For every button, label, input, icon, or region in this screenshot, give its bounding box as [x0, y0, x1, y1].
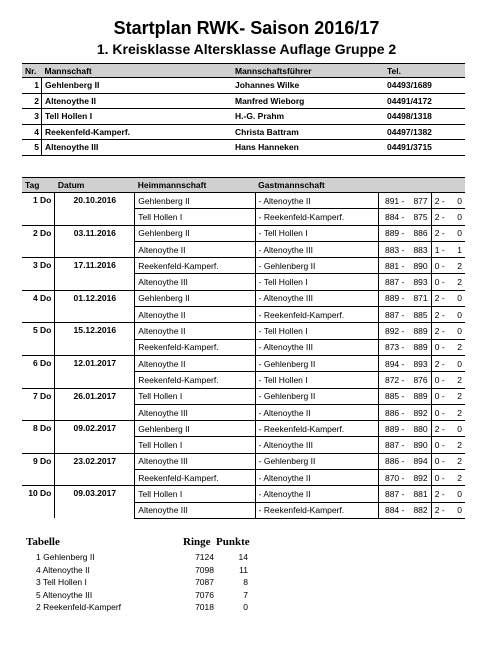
game-date: 01.12.2016 — [55, 290, 135, 323]
game-row — [22, 388, 465, 404]
col-tag: Tag — [22, 178, 55, 193]
game-row — [22, 323, 465, 339]
team-leader: Christa Battram — [232, 124, 384, 140]
points-home: 0 - — [431, 258, 445, 274]
standings-ringe: 7087 — [195, 577, 214, 587]
schedule-table — [22, 177, 465, 519]
col-tel: Tel. — [384, 64, 465, 78]
rings-guest: 892 — [404, 404, 431, 420]
rings-home: 885 - — [379, 388, 405, 404]
points-home: 2 - — [431, 290, 445, 306]
rings-home: 887 - — [379, 486, 405, 502]
rings-home: 872 - — [379, 372, 405, 388]
standings-team: 4 Altenoythe II — [36, 564, 90, 575]
rings-guest: 893 — [404, 355, 431, 371]
game-date: 17.11.2016 — [55, 258, 135, 291]
game-tag: 9 Do — [22, 453, 55, 486]
team-leader: H.-G. Prahm — [232, 109, 384, 125]
guest-team: - Altenoythe III — [255, 339, 378, 355]
points-home: 2 - — [431, 355, 445, 371]
guest-team: - Gehlenberg II — [255, 388, 378, 404]
points-home: 0 - — [431, 470, 445, 486]
guest-team: - Reekenfeld-Kamperf. — [255, 502, 378, 518]
game-tag: 7 Do — [22, 388, 55, 421]
rings-guest: 889 — [404, 323, 431, 339]
team-tel: 04491/4172 — [384, 93, 465, 109]
guest-team: - Tell Hollen I — [255, 323, 378, 339]
rings-guest: 882 — [404, 502, 431, 518]
home-team: Altenoythe II — [135, 323, 255, 339]
points-guest: 0 — [445, 502, 465, 518]
points-guest: 0 — [445, 307, 465, 323]
team-name: Reekenfeld-Kamperf. — [42, 124, 233, 140]
team-nr: 1 — [22, 78, 42, 94]
standings-col-punkte: Punkte — [216, 536, 250, 548]
game-row — [22, 225, 465, 241]
home-team: Gehlenberg II — [135, 421, 255, 437]
points-home: 2 - — [431, 421, 445, 437]
standings-ringe: 7018 — [195, 602, 214, 612]
rings-home: 889 - — [379, 225, 405, 241]
home-team: Altenoythe II — [135, 241, 255, 257]
rings-home: 891 - — [379, 193, 405, 209]
team-leader: Hans Hanneken — [232, 140, 384, 156]
home-team: Gehlenberg II — [135, 193, 255, 209]
points-home: 0 - — [431, 274, 445, 290]
team-nr: 5 — [22, 140, 42, 156]
points-home: 2 - — [431, 502, 445, 518]
game-row — [22, 453, 465, 469]
points-guest: 0 — [445, 193, 465, 209]
game-row — [22, 486, 465, 502]
team-row — [22, 140, 465, 156]
game-tag: 1 Do — [22, 193, 55, 226]
team-name: Gehlenberg II — [42, 78, 233, 94]
points-guest: 2 — [445, 453, 465, 469]
guest-team: - Altenoythe III — [255, 290, 378, 306]
points-home: 2 - — [431, 486, 445, 502]
game-date: 20.10.2016 — [55, 193, 135, 226]
teams-table — [22, 63, 465, 156]
guest-team: - Altenoythe II — [255, 486, 378, 502]
points-guest: 0 — [445, 486, 465, 502]
guest-team: - Tell Hollen I — [255, 372, 378, 388]
guest-team: - Reekenfeld-Kamperf. — [255, 307, 378, 323]
game-date: 09.02.2017 — [55, 421, 135, 454]
team-tel: 04493/1689 — [384, 78, 465, 94]
game-tag: 4 Do — [22, 290, 55, 323]
guest-team: - Reekenfeld-Kamperf. — [255, 209, 378, 225]
standings-punkte: 8 — [243, 577, 248, 587]
home-team: Altenoythe II — [135, 307, 255, 323]
standings-title: Tabelle — [26, 536, 60, 548]
standings-team: 1 Gehlenberg II — [36, 552, 95, 562]
game-row — [22, 421, 465, 437]
game-tag: 8 Do — [22, 421, 55, 454]
guest-team: - Tell Hollen I — [255, 225, 378, 241]
standings-punkte: 14 — [238, 552, 248, 562]
team-leader: Johannes Wilke — [232, 78, 384, 94]
team-tel: 04497/1382 — [384, 124, 465, 140]
home-team: Reekenfeld-Kamperf. — [135, 339, 255, 355]
points-home: 0 - — [431, 372, 445, 388]
points-guest: 2 — [445, 404, 465, 420]
home-team: Altenoythe III — [135, 502, 255, 518]
team-row — [22, 124, 465, 140]
home-team: Reekenfeld-Kamperf. — [135, 258, 255, 274]
rings-guest: 881 — [404, 486, 431, 502]
team-name: Tell Hollen I — [42, 109, 233, 125]
game-date: 23.02.2017 — [55, 453, 135, 486]
guest-team: - Tell Hollen I — [255, 274, 378, 290]
game-row — [22, 355, 465, 371]
rings-home: 870 - — [379, 470, 405, 486]
rings-guest: 893 — [404, 274, 431, 290]
rings-guest: 886 — [404, 225, 431, 241]
rings-home: 887 - — [379, 307, 405, 323]
rings-guest: 892 — [404, 470, 431, 486]
rings-guest: 875 — [404, 209, 431, 225]
game-date: 26.01.2017 — [55, 388, 135, 421]
points-guest: 0 — [445, 225, 465, 241]
page-subtitle: 1. Kreisklasse Altersklasse Auflage Gruppe 2 — [96, 41, 397, 57]
rings-guest: 871 — [404, 290, 431, 306]
points-guest: 0 — [445, 323, 465, 339]
points-home: 0 - — [431, 437, 445, 453]
home-team: Tell Hollen I — [135, 388, 255, 404]
standings-ringe: 7098 — [195, 564, 214, 575]
team-tel: 04491/3715 — [384, 140, 465, 156]
home-team: Tell Hollen I — [135, 486, 255, 502]
rings-home: 881 - — [379, 258, 405, 274]
guest-team: - Gehlenberg II — [255, 258, 378, 274]
standings-ringe: 7076 — [195, 589, 214, 600]
game-row — [22, 193, 465, 209]
points-home: 2 - — [431, 193, 445, 209]
team-row — [22, 93, 465, 109]
col-datum: Datum — [55, 178, 135, 193]
rings-home: 886 - — [379, 453, 405, 469]
rings-guest: 889 — [404, 339, 431, 355]
points-home: 0 - — [431, 339, 445, 355]
points-guest: 2 — [445, 258, 465, 274]
game-row — [22, 290, 465, 306]
standings-punkte: 7 — [243, 589, 248, 600]
game-date: 09.03.2017 — [55, 486, 135, 519]
standings-team: 3 Tell Hollen I — [36, 577, 87, 587]
points-guest: 2 — [445, 372, 465, 388]
home-team: Reekenfeld-Kamperf. — [135, 372, 255, 388]
game-row — [22, 258, 465, 274]
points-guest: 2 — [445, 437, 465, 453]
points-home: 2 - — [431, 225, 445, 241]
rings-guest: 883 — [404, 241, 431, 257]
rings-home: 884 - — [379, 209, 405, 225]
standings-team: 5 Altenoythe III — [36, 589, 93, 600]
home-team: Gehlenberg II — [135, 225, 255, 241]
points-home: 0 - — [431, 404, 445, 420]
home-team: Tell Hollen I — [135, 437, 255, 453]
points-guest: 0 — [445, 421, 465, 437]
points-guest: 2 — [445, 470, 465, 486]
game-date: 12.01.2017 — [55, 355, 135, 388]
points-guest: 2 — [445, 388, 465, 404]
home-team: Altenoythe III — [135, 453, 255, 469]
rings-home: 894 - — [379, 355, 405, 371]
schedule-header-row — [22, 178, 465, 193]
points-home: 1 - — [431, 241, 445, 257]
standings-col-ringe: Ringe — [183, 536, 211, 548]
standings-ringe: 7124 — [195, 552, 214, 562]
points-guest: 0 — [445, 355, 465, 371]
game-tag: 2 Do — [22, 225, 55, 258]
home-team: Reekenfeld-Kamperf. — [135, 470, 255, 486]
guest-team: - Altenoythe III — [255, 241, 378, 257]
team-nr: 3 — [22, 109, 42, 125]
points-guest: 0 — [445, 290, 465, 306]
points-home: 2 - — [431, 307, 445, 323]
col-mannschaft: Mannschaft — [42, 64, 233, 78]
game-date: 03.11.2016 — [55, 225, 135, 258]
col-nr: Nr. — [22, 64, 42, 78]
guest-team: - Altenoythe III — [255, 437, 378, 453]
guest-team: - Reekenfeld-Kamperf. — [255, 421, 378, 437]
guest-team: - Altenoythe II — [255, 470, 378, 486]
teams-header-row — [22, 64, 465, 78]
team-name: Altenoythe III — [42, 140, 233, 156]
rings-guest: 890 — [404, 258, 431, 274]
home-team: Altenoythe III — [135, 404, 255, 420]
home-team: Gehlenberg II — [135, 290, 255, 306]
rings-home: 892 - — [379, 323, 405, 339]
home-team: Altenoythe II — [135, 355, 255, 371]
team-nr: 4 — [22, 124, 42, 140]
rings-home: 887 - — [379, 274, 405, 290]
team-name: Altenoythe II — [42, 93, 233, 109]
guest-team: - Altenoythe II — [255, 193, 378, 209]
team-tel: 04498/1318 — [384, 109, 465, 125]
rings-guest: 894 — [404, 453, 431, 469]
guest-team: - Gehlenberg II — [255, 453, 378, 469]
standings-punkte: 0 — [243, 602, 248, 612]
points-home: 0 - — [431, 453, 445, 469]
rings-home: 889 - — [379, 421, 405, 437]
col-fuehrer: Mannschaftsführer — [232, 64, 384, 78]
guest-team: - Gehlenberg II — [255, 355, 378, 371]
game-tag: 5 Do — [22, 323, 55, 356]
standings-team: 2 Reekenfeld-Kamperf — [36, 602, 122, 612]
points-home: 0 - — [431, 388, 445, 404]
points-guest: 2 — [445, 339, 465, 355]
points-guest: 2 — [445, 274, 465, 290]
rings-guest: 885 — [404, 307, 431, 323]
rings-home: 886 - — [379, 404, 405, 420]
col-heim: Heimmannschaft — [135, 178, 255, 193]
team-row — [22, 109, 465, 125]
rings-home: 887 - — [379, 437, 405, 453]
rings-home: 873 - — [379, 339, 405, 355]
team-nr: 2 — [22, 93, 42, 109]
game-date: 15.12.2016 — [55, 323, 135, 356]
rings-home: 883 - — [379, 241, 405, 257]
points-home: 2 - — [431, 323, 445, 339]
rings-guest: 877 — [404, 193, 431, 209]
rings-guest: 880 — [404, 421, 431, 437]
points-guest: 1 — [445, 241, 465, 257]
guest-team: - Altenoythe II — [255, 404, 378, 420]
points-guest: 0 — [445, 209, 465, 225]
col-gast: Gastmannschaft — [255, 178, 465, 193]
page-title: Startplan RWK- Saison 2016/17 — [113, 18, 380, 38]
home-team: Altenoythe III — [135, 274, 255, 290]
game-tag: 6 Do — [22, 355, 55, 388]
team-row — [22, 78, 465, 94]
game-tag: 3 Do — [22, 258, 55, 291]
rings-home: 884 - — [379, 502, 405, 518]
rings-home: 889 - — [379, 290, 405, 306]
team-leader: Manfred Wieborg — [232, 93, 384, 109]
rings-guest: 890 — [404, 437, 431, 453]
home-team: Tell Hollen I — [135, 209, 255, 225]
game-tag: 10 Do — [22, 486, 55, 519]
points-home: 2 - — [431, 209, 445, 225]
standings-punkte: 11 — [239, 564, 248, 575]
rings-guest: 889 — [404, 388, 431, 404]
rings-guest: 876 — [404, 372, 431, 388]
